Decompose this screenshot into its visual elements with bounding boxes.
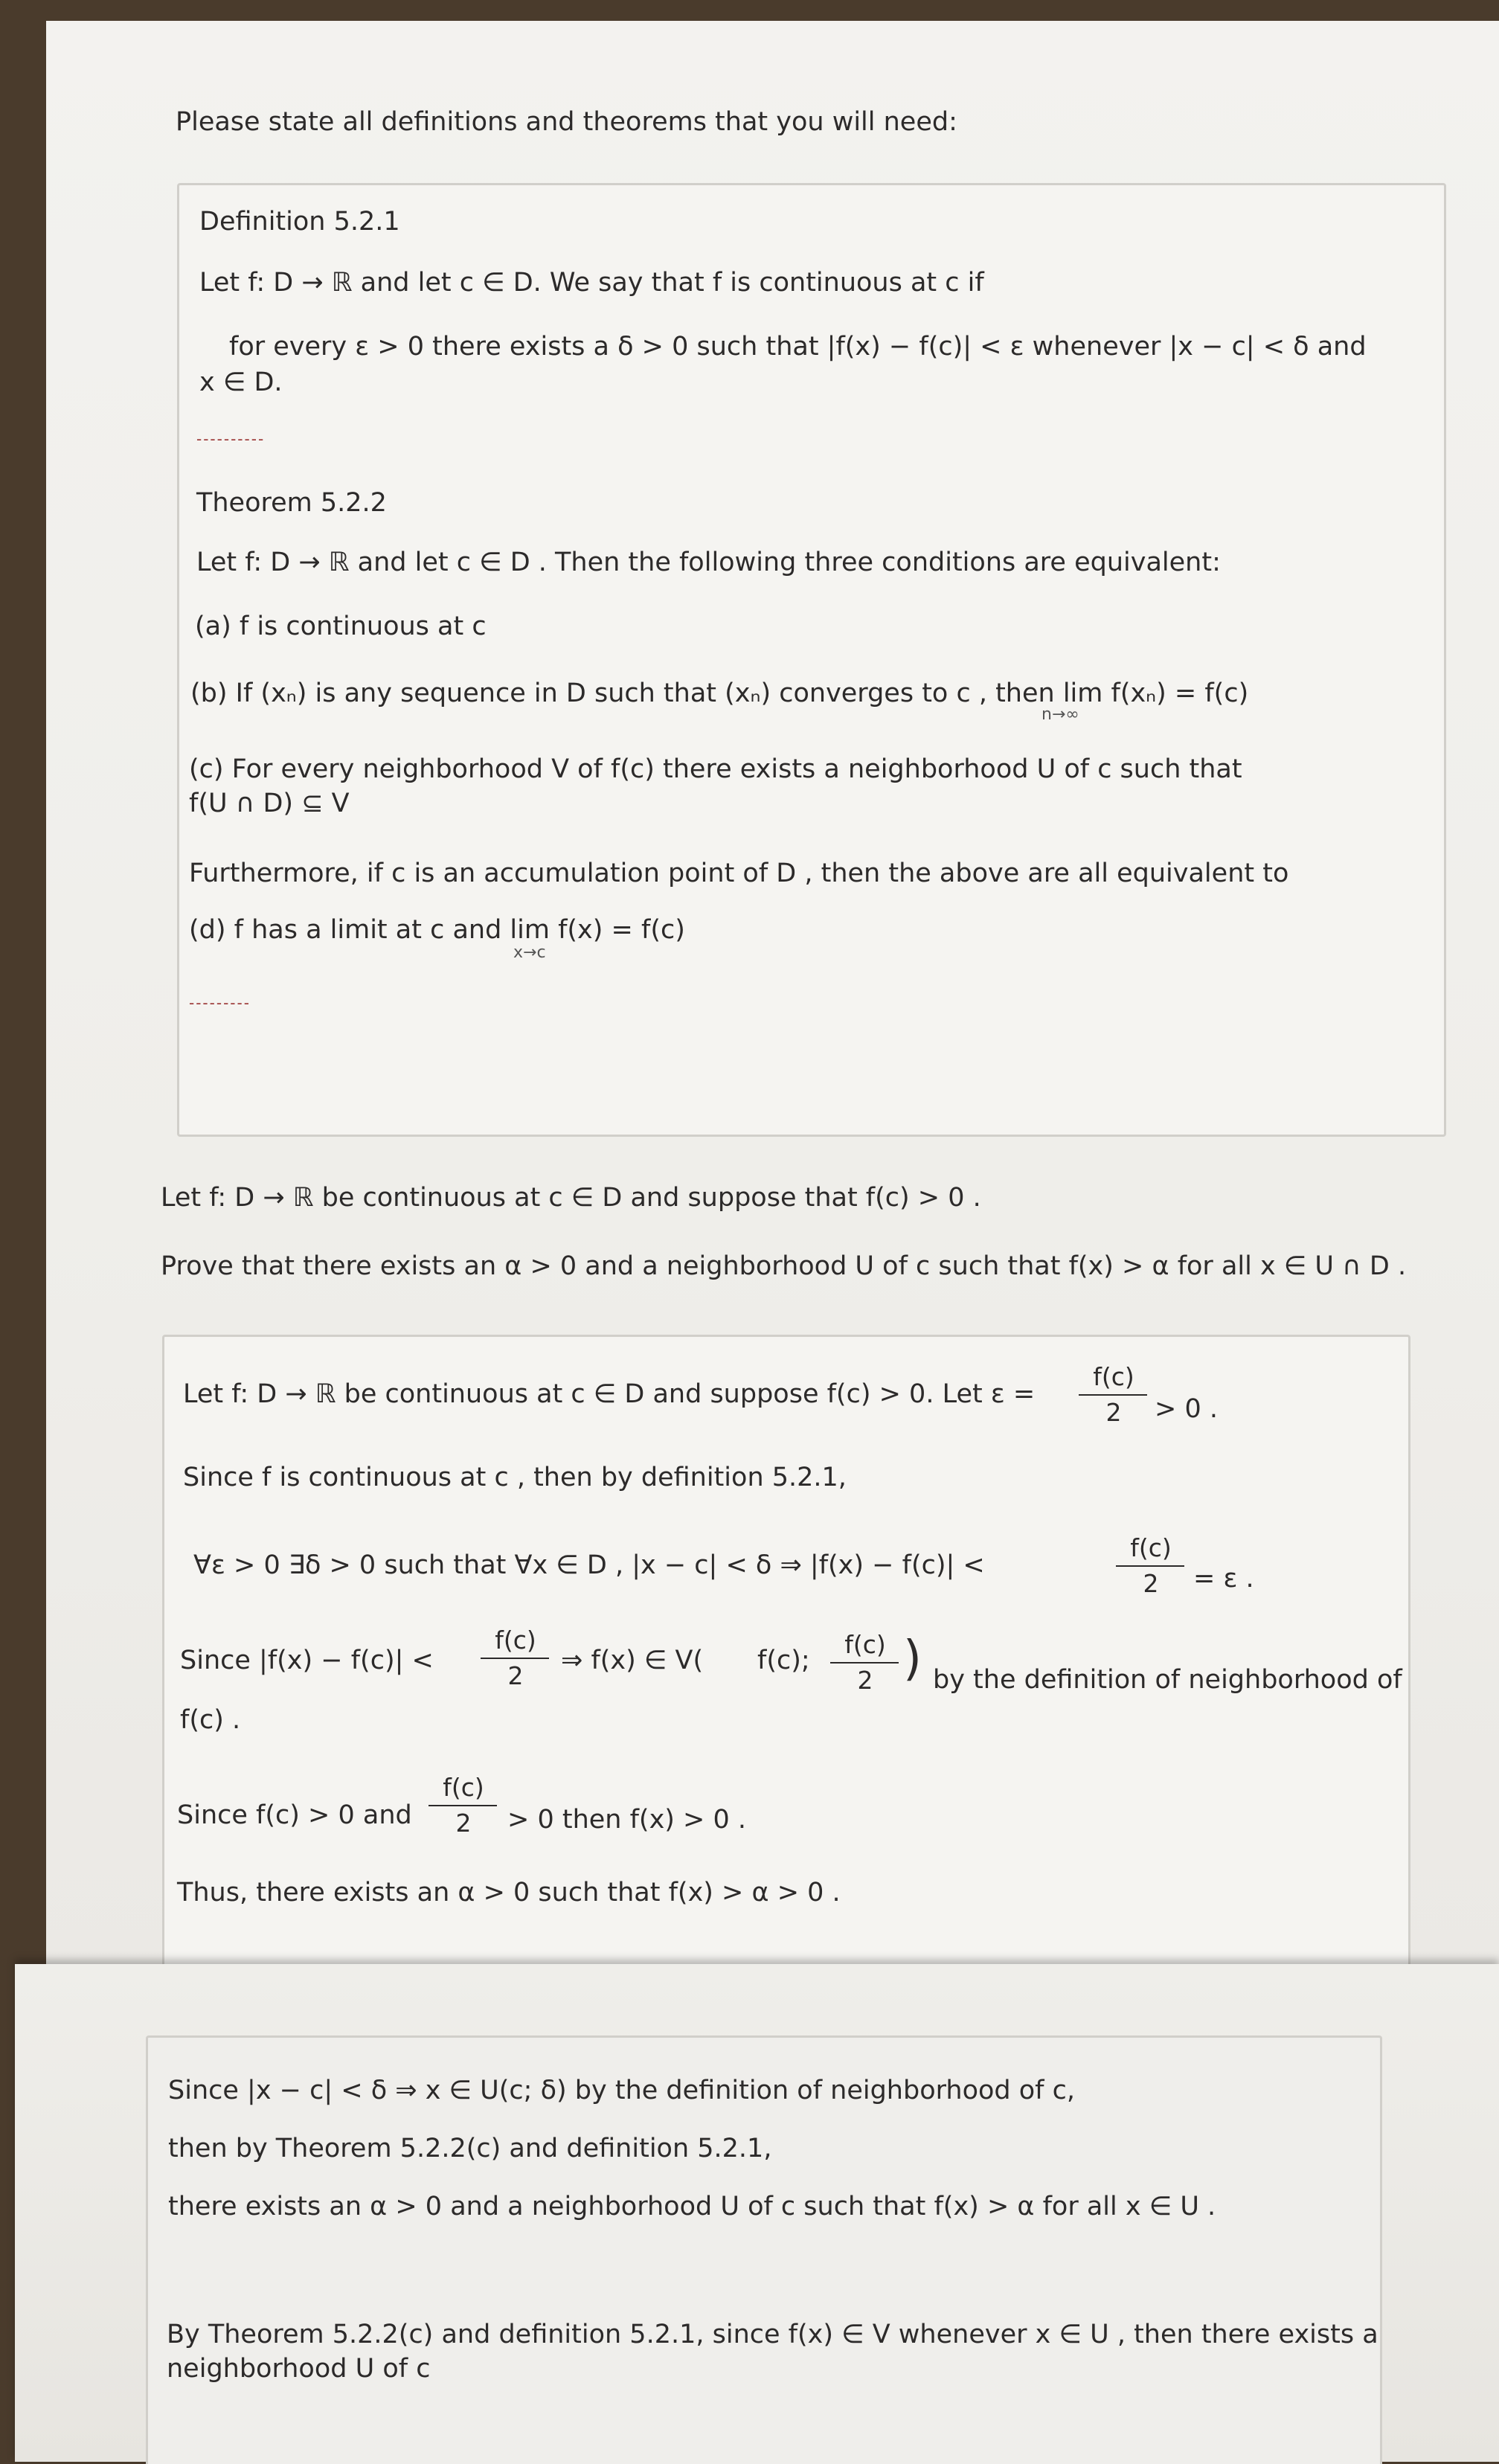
definition-line-3: x ∈ D. (199, 368, 283, 397)
theorem-title: Theorem 5.2.2 (196, 488, 387, 518)
continuation-line-1: Since |x − c| < δ ⇒ x ∈ U(c; δ) by the definition of neighborhood of c, (168, 2076, 1075, 2105)
proof-line-1-fraction-denominator: 2 (1105, 1398, 1122, 1427)
proof-line-4-end: by the definition of neighborhood of (933, 1665, 1402, 1695)
proof-line-4-fraction-denominator: 2 (507, 1661, 524, 1690)
proof-line-1: Let f: D → ℝ be continuous at c ∈ D and suppose f(c) > 0. Let ε = (183, 1379, 1036, 1409)
theorem-condition-c-line-2: f(U ∩ D) ⊆ V (189, 789, 350, 818)
proof-line-1-fraction-numerator: f(c) (1093, 1362, 1134, 1391)
intro-text: Please state all definitions and theorems that you will need: (176, 107, 957, 137)
problem-line-1: Let f: D → ℝ be continuous at c ∈ D and suppose that f(c) > 0 . (161, 1183, 981, 1213)
proof-line-6-fraction-denominator: 2 (455, 1809, 472, 1838)
proof-line-3-end: = ε . (1193, 1564, 1254, 1594)
proof-line-6-end: > 0 then f(x) > 0 . (507, 1805, 747, 1835)
theorem-condition-a: (a) f is continuous at c (195, 612, 487, 641)
proof-line-4-start: Since |f(x) − f(c)| < (180, 1646, 434, 1675)
continuation-line-4: By Theorem 5.2.2(c) and definition 5.2.1, since f(x) ∈ V whenever x ∈ U , then there exists a (167, 2320, 1378, 2349)
proof-line-4-fraction2-denominator: 2 (857, 1666, 873, 1695)
definition-title: Definition 5.2.1 (199, 207, 400, 237)
proof-line-6-fraction-bar (428, 1805, 497, 1806)
proof-line-4-implies: ⇒ f(x) ∈ V( (561, 1646, 704, 1675)
theorem-d-limit-subscript: x→c (513, 943, 546, 962)
proof-line-7: Thus, there exists an α > 0 such that f(x) > α > 0 . (177, 1878, 841, 1908)
proof-line-3-fraction-denominator: 2 (1143, 1569, 1159, 1598)
theorem-line-1: Let f: D → ℝ and let c ∈ D . Then the following three conditions are equivalent: (196, 548, 1221, 577)
definition-separator: ---------- (196, 430, 266, 448)
theorem-condition-d: (d) f has a limit at c and lim f(x) = f(c) (189, 915, 685, 945)
proof-line-1-end: > 0 . (1155, 1394, 1218, 1424)
proof-line-4-center: f(c); (757, 1646, 810, 1675)
proof-line-1-fraction-bar (1079, 1394, 1147, 1396)
continuation-line-2: then by Theorem 5.2.2(c) and definition 5.2.1, (168, 2134, 772, 2163)
proof-line-3-fraction-numerator: f(c) (1130, 1533, 1172, 1562)
problem-line-2: Prove that there exists an α > 0 and a neighborhood U of c such that f(x) > α for all x ∈ U ∩ D . (161, 1251, 1407, 1281)
theorem-b-limit-subscript: n→∞ (1041, 705, 1079, 724)
theorem-condition-c-line-1: (c) For every neighborhood V of f(c) there exists a neighborhood U of c such that (189, 754, 1242, 784)
definition-line-1: Let f: D → ℝ and let c ∈ D. We say that f is continuous at c if (199, 268, 984, 298)
proof-line-4-fraction-bar (481, 1658, 549, 1659)
proof-line-4-close-paren: ) (903, 1632, 922, 1687)
theorem-furthermore: Furthermore, if c is an accumulation point of D , then the above are all equivalent to (189, 859, 1289, 888)
continuation-line-3: there exists an α > 0 and a neighborhood U of c such that f(x) > α for all x ∈ U . (168, 2192, 1216, 2221)
continuation-line-5: neighborhood U of c (167, 2354, 431, 2384)
definition-line-2: for every ε > 0 there exists a δ > 0 such that |f(x) − f(c)| < ε whenever |x − c| < δ and (229, 332, 1367, 362)
proof-line-4-fraction2-numerator: f(c) (844, 1630, 886, 1659)
proof-line-2: Since f is continuous at c , then by definition 5.2.1, (183, 1463, 847, 1492)
proof-line-3: ∀ε > 0 ∃δ > 0 such that ∀x ∈ D , |x − c| < δ ⇒ |f(x) − f(c)| < (193, 1550, 985, 1580)
proof-line-6-start: Since f(c) > 0 and (177, 1800, 412, 1830)
proof-line-4-fraction-numerator: f(c) (495, 1626, 536, 1655)
proof-line-3-fraction-bar (1116, 1565, 1184, 1567)
theorem-separator: --------- (189, 994, 251, 1012)
proof-line-6-fraction-numerator: f(c) (443, 1773, 484, 1802)
proof-line-4-fraction2-bar (830, 1662, 899, 1663)
theorem-condition-b: (b) If (xₙ) is any sequence in D such that (xₙ) converges to c , then lim f(xₙ) = f(c) (190, 678, 1249, 708)
proof-line-5: f(c) . (180, 1705, 241, 1735)
definitions-box (177, 183, 1446, 1137)
